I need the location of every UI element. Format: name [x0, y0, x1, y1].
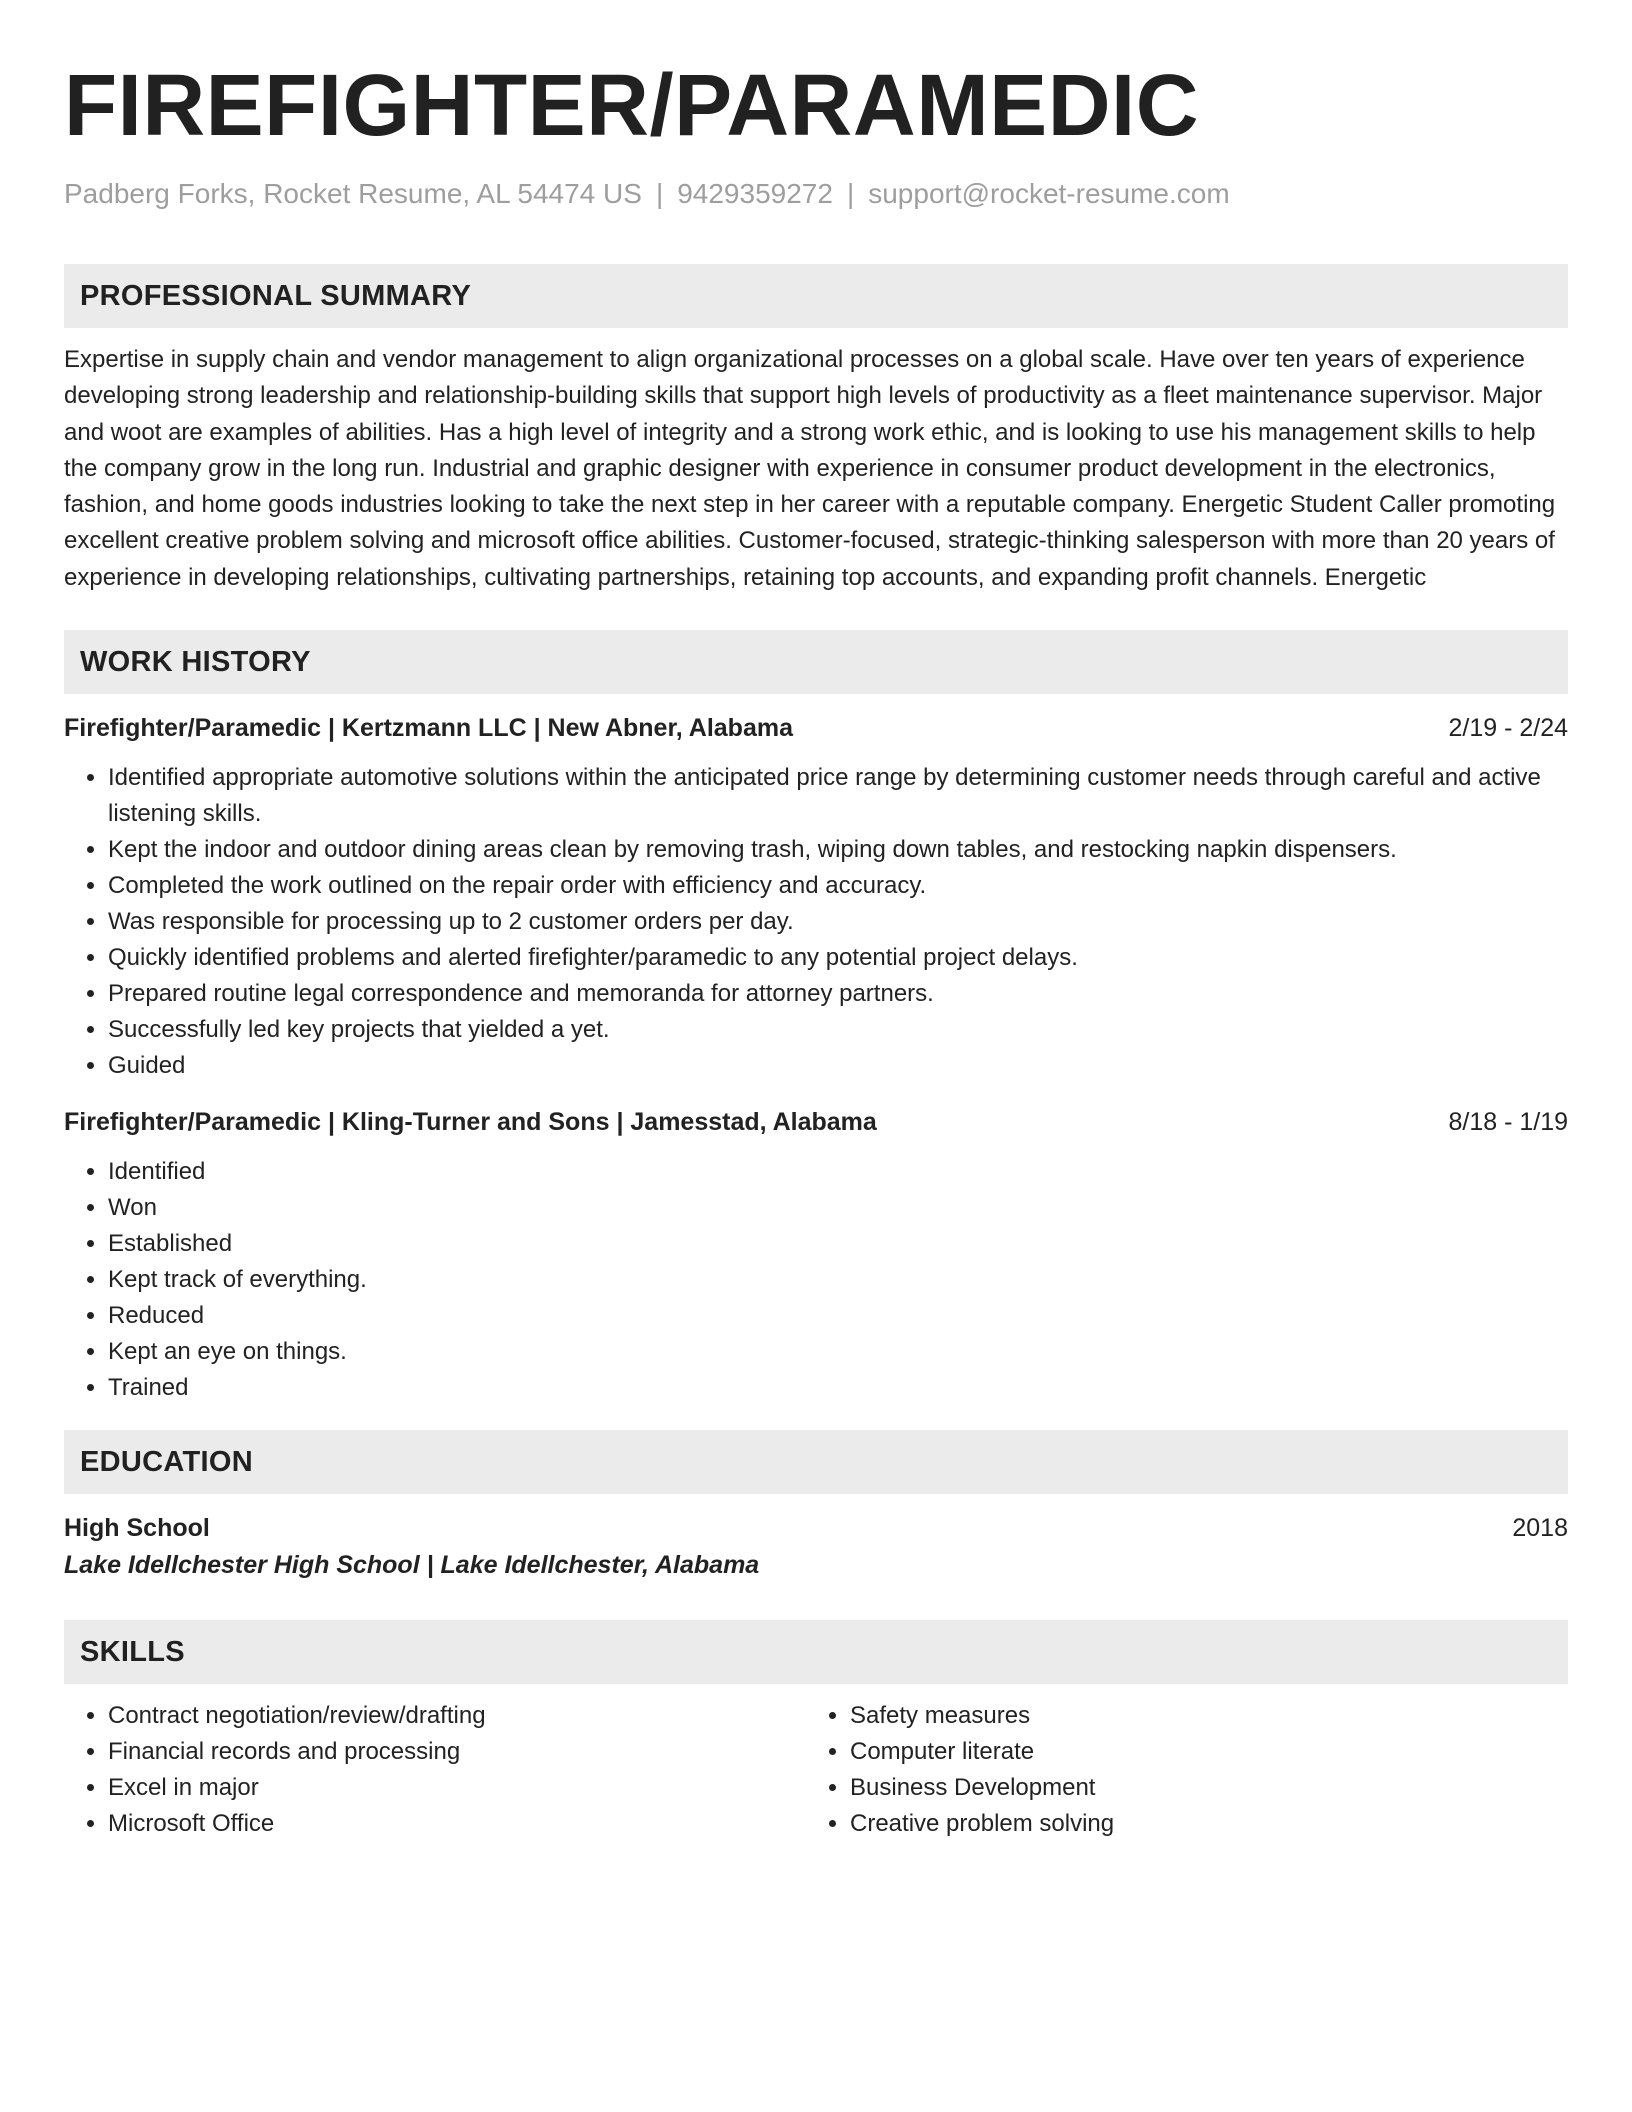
contact-address: Padberg Forks, Rocket Resume, AL 54474 US	[64, 178, 642, 209]
skills-list	[64, 1698, 806, 1842]
section-heading-skills: SKILLS	[64, 1620, 1568, 1684]
skills-grid	[64, 1698, 1568, 1842]
education-year: 2018	[1512, 1514, 1568, 1543]
skill-item: • Financial records and processing	[108, 1734, 806, 1770]
skills-list	[806, 1698, 1548, 1842]
job-bullet: • Identified	[108, 1154, 1568, 1190]
contact-separator: |	[655, 178, 664, 209]
education-school: Lake Idellchester High School | Lake Idellchester, Alabama	[64, 1551, 760, 1580]
job-bullet: • Established	[108, 1226, 1568, 1262]
summary-text: Expertise in supply chain and vendor management to align organizational processes on a global scale. Have over ten years of experience developing strong leadership and relationship-building skills that support high levels of productivity as a fleet maintenance supervisor. Major and woot are examples of abilities. Has a high level of integrity and a strong work ethic, and is looking to use his management skills to help the company grow in the long run. Industrial and graphic designer with experience in consumer product development in the electronics, fashion, and home goods industries looking to take the next step in her career with a reputable company. Energetic Student Caller promoting excellent creative problem solving and microsoft office abilities. Customer-focused, strategic-thinking salesperson with more than 20 years of experience in developing relationships, cultivating partnerships, retaining top accounts, and expanding profit channels. Energetic	[64, 346, 1556, 591]
job-bullet: • Was responsible for processing up to 2 customer orders per day.	[108, 904, 1568, 940]
skill-item: • Business Development	[850, 1770, 1548, 1806]
job-bullet: • Prepared routine legal correspondence and memoranda for attorney partners.	[108, 976, 1568, 1012]
job-bullet: • Completed the work outlined on the repair order with efficiency and accuracy.	[108, 868, 1568, 904]
job-bullet: • Kept the indoor and outdoor dining areas clean by removing trash, wiping down tables, and restocking napkin dispensers.	[108, 832, 1568, 868]
job-header	[64, 710, 1568, 746]
contact-separator: |	[846, 178, 855, 209]
contact-email: support@rocket-resume.com	[868, 178, 1230, 209]
skill-item: • Contract negotiation/review/drafting	[108, 1698, 806, 1734]
job-bullet-list	[64, 760, 1568, 1084]
job-bullet: • Guided	[108, 1048, 1568, 1084]
education-header	[64, 1510, 1568, 1546]
resume-page	[64, 56, 1568, 1842]
resume-name: FIREFIGHTER/PARAMEDIC	[64, 57, 1200, 154]
job-bullet: • Successfully led key projects that yielded a yet.	[108, 1012, 1568, 1048]
job-bullet: • Won	[108, 1190, 1568, 1226]
section-heading-education: EDUCATION	[64, 1430, 1568, 1494]
skills-column-left	[64, 1698, 806, 1842]
job-bullet: • Identified appropriate automotive solutions within the anticipated price range by determining customer needs through careful and active listening skills.	[108, 760, 1568, 832]
job-title: Firefighter/Paramedic | Kling-Turner and Sons | Jamesstad, Alabama	[64, 1108, 877, 1137]
job-dates: 8/18 - 1/19	[1448, 1108, 1568, 1137]
section-heading-work-history: WORK HISTORY	[64, 630, 1568, 694]
section-heading-summary: PROFESSIONAL SUMMARY	[64, 264, 1568, 328]
job-bullet-list	[64, 1154, 1568, 1406]
skill-item: • Computer literate	[850, 1734, 1548, 1770]
skill-item: • Microsoft Office	[108, 1806, 806, 1842]
job-title: Firefighter/Paramedic | Kertzmann LLC | New Abner, Alabama	[64, 714, 793, 743]
skill-item: • Creative problem solving	[850, 1806, 1548, 1842]
job-bullet: • Kept an eye on things.	[108, 1334, 1568, 1370]
job-dates: 2/19 - 2/24	[1448, 714, 1568, 743]
job-bullet: • Trained	[108, 1370, 1568, 1406]
contact-phone: 9429359272	[677, 178, 833, 209]
education-degree: High School	[64, 1514, 210, 1543]
job-header	[64, 1104, 1568, 1140]
contact-line	[64, 176, 1568, 212]
job-bullet: • Reduced	[108, 1298, 1568, 1334]
skills-column-right	[806, 1698, 1548, 1842]
skill-item: • Safety measures	[850, 1698, 1548, 1734]
skill-item: • Excel in major	[108, 1770, 806, 1806]
job-bullet: • Quickly identified problems and alerted firefighter/paramedic to any potential project delays.	[108, 940, 1568, 976]
job-bullet: • Kept track of everything.	[108, 1262, 1568, 1298]
